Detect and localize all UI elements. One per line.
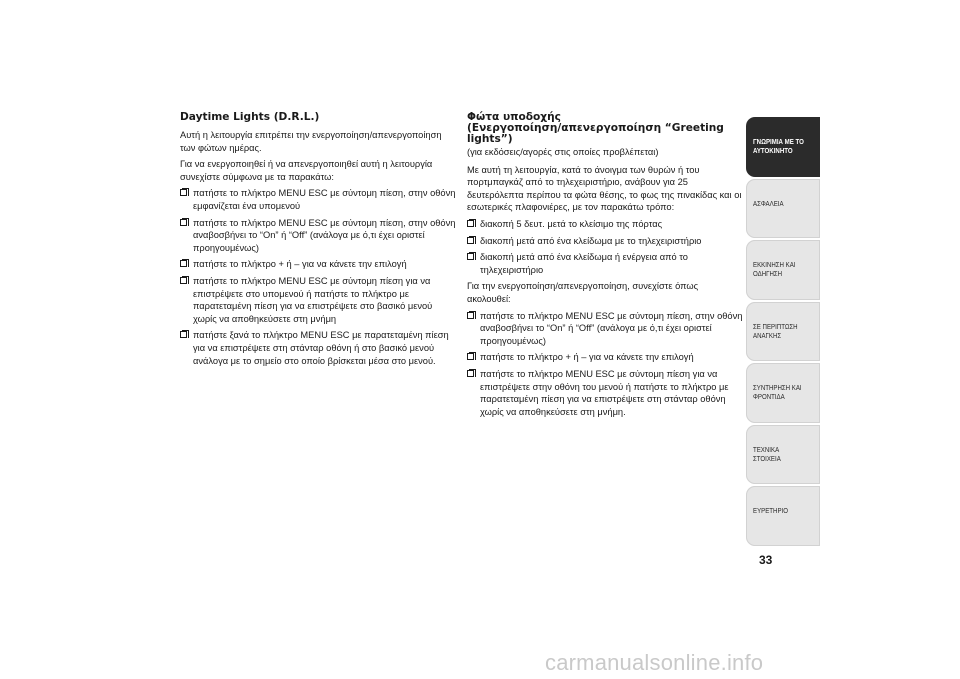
list-item-text: πατήστε το πλήκτρο MENU ESC με σύντομη πίεση για να επιστρέψετε στο υπομενού ή πατήστε το πλήκτρο με παρατεταμένη πίεση για να επιστρέψετε στο βασικό μενού χωρίς να αποθηκεύσετε στη μνήμη: [193, 275, 433, 324]
instruction-list: [467, 310, 743, 419]
section-title-greeting-lights: [467, 112, 743, 145]
tab-index[interactable]: [746, 486, 820, 546]
list-item: [180, 258, 456, 271]
list-item-text: διακοπή μετά από ένα κλείδωμα με το τηλεχειριστήριο: [480, 235, 702, 246]
checkbox-bullet-icon: [467, 237, 474, 244]
paragraph: Για να ενεργοποιηθεί ή να απενεργοποιηθεί αυτή η λειτουργία συνεχίστε σύμφωνα με τα παρακάτω:: [180, 159, 433, 182]
tab-getting-to-know-car[interactable]: [746, 117, 820, 177]
list-item: [180, 329, 456, 367]
checkbox-bullet-icon: [467, 312, 474, 319]
checkbox-bullet-icon: [180, 277, 187, 284]
section-title-daytime-lights: Daytime Lights (D.R.L.): [180, 111, 320, 123]
title-line-1: Φώτα υποδοχής: [467, 111, 561, 123]
tab-maintenance-care[interactable]: [746, 363, 820, 423]
list-item: [467, 235, 743, 248]
list-item-text: πατήστε το πλήκτρο MENU ESC με σύντομη πίεση για να επιστρέψετε στην οθόνη του μενού ή πατήστε το πλήκτρο με παρατεταμένη πίεση για να επιστρέψετε στη στάνταρ οθόνη χωρίς να αποθηκεύσετε στη μνήμη.: [480, 368, 729, 417]
list-item: [467, 351, 743, 364]
checkbox-bullet-icon: [467, 253, 474, 260]
tab-label: ΑΣΦΑΛΕΙΑ: [753, 198, 784, 208]
list-item: [180, 187, 456, 212]
paragraph: Αυτή η λειτουργία επιτρέπει την ενεργοποίηση/απενεργοποίηση των φώτων ημέρας.: [180, 130, 442, 153]
checkbox-bullet-icon: [180, 331, 187, 338]
tab-label: ΕΥΡΕΤΗΡΙΟ: [753, 506, 788, 515]
tab-starting-driving[interactable]: [746, 240, 820, 300]
list-item: [467, 310, 743, 348]
checkbox-bullet-icon: [467, 353, 474, 360]
tab-label: ΣΕ ΠΕΡΙΠΤΩΣΗ ΑΝΑΓΚΗΣ: [753, 321, 798, 340]
right-column: [467, 112, 743, 422]
list-item-text: διακοπή 5 δευτ. μετά το κλείσιμο της πόρτας: [480, 218, 663, 229]
title-line-2: (Ενεργοποίηση/απενεργοποίηση “Greeting lights”): [467, 122, 724, 145]
list-item: [467, 368, 743, 418]
tab-label: ΤΕΧΝΙΚΑ ΣΤΟΙΧΕΙΑ: [753, 444, 781, 463]
list-item-text: πατήστε το πλήκτρο MENU ESC με σύντομη πίεση, στην οθόνη αναβοσβήνει το “On” ή “Off” (ανάλογα με ό,τι έχει οριστεί προηγουμένως): [480, 310, 743, 346]
checkbox-bullet-icon: [180, 260, 187, 267]
tab-label: ΓΝΩΡΙΜΙΑ ΜΕ ΤΟ ΑΥΤΟΚΙΝΗΤΟ: [753, 137, 804, 155]
tab-technical-data[interactable]: [746, 425, 820, 485]
list-item: [467, 251, 743, 276]
checkbox-bullet-icon: [180, 189, 187, 196]
page-number: 33: [759, 553, 773, 567]
paragraph: Για την ενεργοποίηση/απενεργοποίηση, συνεχίστε όπως ακολουθεί:: [467, 281, 699, 304]
list-item-text: πατήστε το πλήκτρο MENU ESC με σύντομη πίεση, στην οθόνη εμφανίζεται ένα υπομενού: [193, 188, 456, 211]
list-item: [180, 217, 456, 255]
chapter-tabs: [746, 117, 820, 548]
tab-label: ΕΚΚΙΝΗΣΗ ΚΑΙ ΟΔΗΓΗΣΗ: [753, 260, 796, 278]
list-item-text: διακοπή μετά από ένα κλείδωμα ή ενέργεια από το τηλεχειριστήριο: [480, 252, 688, 275]
tab-label: ΣΥΝΤΗΡΗΣΗ ΚΑΙ ΦΡΟΝΤΙΔΑ: [753, 383, 802, 401]
checkbox-bullet-icon: [467, 220, 474, 227]
checkbox-bullet-icon: [180, 219, 187, 226]
list-item-text: πατήστε ξανά το πλήκτρο MENU ESC με παρατεταμένη πίεση για να επιστρέψετε στη στάνταρ οθόνη ή στο βασικό μενού ανάλογα με το σημείο στο οποίο βρίσκεται μέσα στο μενού.: [193, 330, 449, 366]
list-item-text: πατήστε το πλήκτρο MENU ESC με σύντομη πίεση, στην οθόνη αναβοσβήνει το “On” ή “Off” (ανάλογα με ό,τι έχει οριστεί προηγουμένως): [193, 217, 456, 253]
left-column: [180, 112, 456, 371]
list-item: [180, 275, 456, 325]
list-item-text: πατήστε το πλήκτρο + ή – για να κάνετε την επιλογή: [480, 352, 694, 363]
tab-safety[interactable]: [746, 179, 820, 239]
paragraph: Με αυτή τη λειτουργία, κατά το άνοιγμα των θυρών ή του πορτμπαγκάζ από το τηλεχειριστήριο, ανάβουν για 25 δευτερόλεπτα περίπου τα φώτα θέσης, το φως της πινακίδας και οι εσωτερικές πλαφονιέρες, με τον παρακάτω τρόπο:: [467, 164, 742, 213]
behaviour-list: [467, 218, 743, 276]
list-item-text: πατήστε το πλήκτρο + ή – για να κάνετε την επιλογή: [193, 259, 407, 270]
checkbox-bullet-icon: [467, 370, 474, 377]
availability-note: (για εκδόσεις/αγορές στις οποίες προβλέπεται): [467, 147, 659, 157]
instruction-list: [180, 187, 456, 367]
watermark: carmanualsonline.info: [545, 650, 764, 675]
tab-emergency[interactable]: [746, 302, 820, 362]
list-item: [467, 218, 743, 231]
